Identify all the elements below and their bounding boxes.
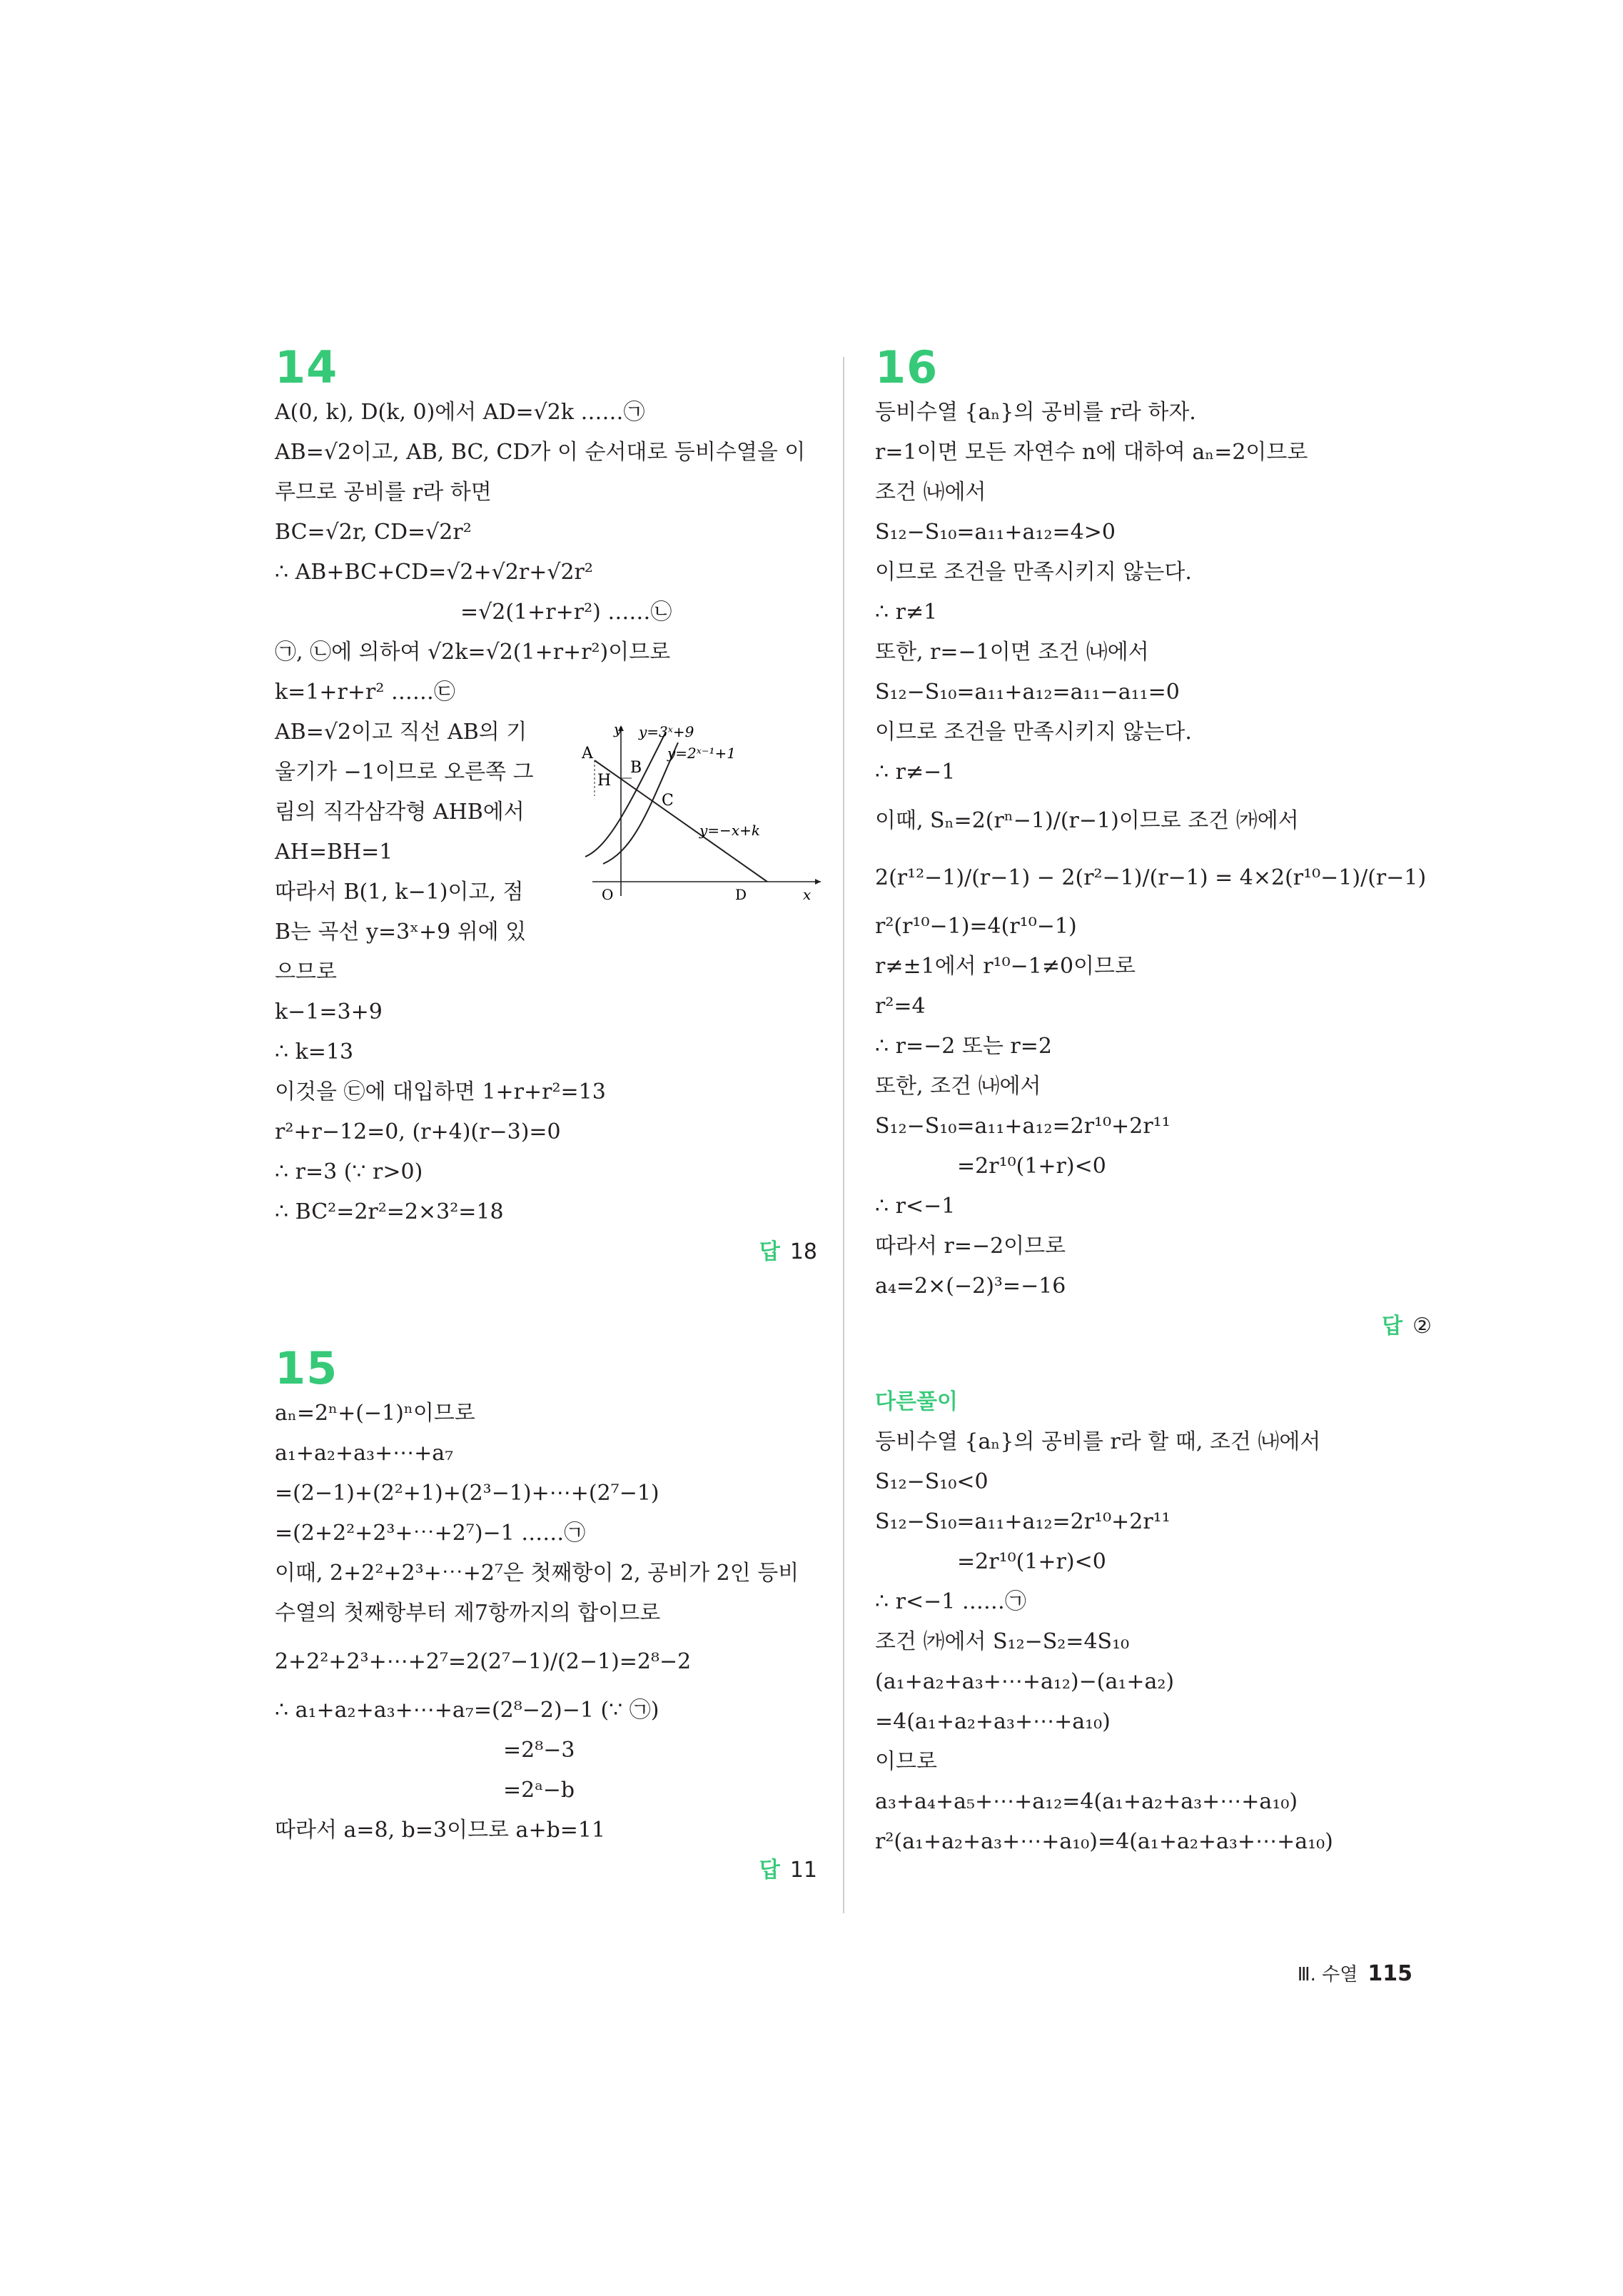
solution-line: B는 곡선 y=3ˣ+9 위에 있	[275, 920, 527, 945]
solution-line: 따라서 B(1, k−1)이고, 점	[275, 880, 524, 905]
graph-svg	[582, 721, 824, 907]
problem-15-number: 15	[275, 1342, 338, 1394]
answer-value: ②	[1412, 1314, 1432, 1339]
answer-14	[275, 1232, 817, 1272]
alt-solution-line: S₁₂−S₁₀=a₁₁+a₁₂=2r¹⁰+2r¹¹	[875, 1509, 1171, 1534]
solution-line: ∴ BC²=2r²=2×3²=18	[275, 1199, 504, 1224]
graph-label-O: O	[602, 886, 614, 903]
answer-value: 18	[789, 1239, 817, 1264]
solution-line: =2ᵃ−b	[503, 1778, 575, 1803]
page-number: 115	[1367, 1961, 1412, 1986]
x-axis-arrow	[815, 879, 821, 885]
solution-line: =√2(1+r+r²) ……㉡	[460, 600, 672, 625]
solution-line: 2(r¹²−1)/(r−1) − 2(r²−1)/(r−1) = 4×2(r¹⁰−1)/(r−1)	[875, 865, 1427, 890]
solution-line: A(0, k), D(k, 0)에서 AD=√2k ……㉠	[275, 400, 645, 425]
solution-line: ∴ AB+BC+CD=√2+√2r+√2r²	[275, 560, 593, 585]
alt-solution-line: =4(a₁+a₂+a₃+⋯+a₁₀)	[875, 1709, 1111, 1734]
solution-line: ∴ r≠1	[875, 600, 938, 625]
solution-line: ㉠, ㉡에 의하여 √2k=√2(1+r+r²)이므로	[275, 640, 671, 665]
solution-line: a₁+a₂+a₃+⋯+a₇	[275, 1441, 454, 1466]
solution-line: ∴ r<−1	[875, 1194, 956, 1219]
answer-16	[875, 1306, 1432, 1346]
chapter-label: Ⅲ. 수열	[1297, 1964, 1358, 1985]
solution-line: AH=BH=1	[275, 840, 393, 865]
solution-line: 따라서 a=8, b=3이므로 a+b=11	[275, 1818, 606, 1843]
solution-line: 루므로 공비를 r라 하면	[275, 480, 492, 505]
solution-line: 으므로	[275, 960, 337, 985]
curve-exp-3	[585, 732, 666, 857]
graph-label-curve2: y=2ˣ⁻¹+1	[667, 745, 736, 762]
solution-line: 이때, 2+2²+2³+⋯+2⁷은 첫째항이 2, 공비가 2인 등비	[275, 1561, 799, 1586]
solution-line: r²+r−12=0, (r+4)(r−3)=0	[275, 1119, 561, 1144]
solution-line: ∴ r=−2 또는 r=2	[875, 1034, 1052, 1059]
solution-line: a₄=2×(−2)³=−16	[875, 1274, 1066, 1299]
solution-line: 이때, Sₙ=2(rⁿ−1)/(r−1)이므로 조건 ㈎에서	[875, 808, 1299, 833]
solution-line: S₁₂−S₁₀=a₁₁+a₁₂=4>0	[875, 520, 1116, 545]
alt-solution-line: ∴ r<−1 ……㉠	[875, 1589, 1026, 1614]
solution-line: 림의 직각삼각형 AHB에서	[275, 800, 525, 825]
answer-label: 답	[759, 1239, 780, 1264]
answer-value: 11	[789, 1858, 817, 1883]
solution-line: 또한, r=−1이면 조건 ㈏에서	[875, 640, 1149, 665]
solution-line: k−1=3+9	[275, 1000, 383, 1024]
alt-solution-line: 이므로	[875, 1749, 937, 1774]
problem-14-number: 14	[275, 341, 338, 393]
solution-line: 이므로 조건을 만족시키지 않는다.	[875, 720, 1192, 745]
graph-label-x: x	[803, 886, 812, 903]
graph-label-y: y	[614, 721, 622, 737]
solution-line: r²(r¹⁰−1)=4(r¹⁰−1)	[875, 914, 1077, 939]
graph-label-H: H	[597, 772, 612, 790]
graph-label-D: D	[735, 886, 747, 903]
page-footer	[1298, 1962, 1412, 1987]
solution-line: 2+2²+2³+⋯+2⁷=2(2⁷−1)/(2−1)=2⁸−2	[275, 1649, 692, 1674]
solution-line: r²=4	[875, 994, 926, 1019]
solution-line: k=1+r+r² ……㉢	[275, 680, 455, 705]
alt-solution-line: =2r¹⁰(1+r)<0	[957, 1549, 1106, 1574]
solution-line: 따라서 r=−2이므로	[875, 1234, 1066, 1259]
graph-label-A: A	[582, 745, 593, 762]
left-column	[275, 343, 817, 1890]
solution-line: 울기가 −1이므로 오른쪽 그	[275, 760, 534, 785]
solution-line: 수열의 첫째항부터 제7항까지의 합이므로	[275, 1601, 661, 1626]
solution-line: ∴ r≠−1	[875, 760, 956, 785]
alt-solution-title: 다른풀이	[875, 1389, 958, 1414]
solution-line: r=1이면 모든 자연수 n에 대하여 aₙ=2이므로	[875, 440, 1308, 465]
solution-line: =2⁸−3	[503, 1738, 575, 1763]
solution-line: BC=√2r, CD=√2r²	[275, 520, 472, 545]
solution-line: 또한, 조건 ㈏에서	[875, 1074, 1041, 1099]
column-divider	[843, 357, 844, 1913]
graph-label-line: y=−x+k	[699, 822, 760, 839]
solution-line: ∴ r=3 (∵ r>0)	[275, 1159, 423, 1184]
graph-label-B: B	[630, 759, 642, 777]
solution-line: 이므로 조건을 만족시키지 않는다.	[875, 560, 1192, 585]
answer-label: 답	[759, 1858, 780, 1883]
alt-solution-line: (a₁+a₂+a₃+⋯+a₁₂)−(a₁+a₂)	[875, 1669, 1175, 1694]
right-column	[875, 343, 1432, 1862]
solution-line: AB=√2이고 직선 AB의 기	[275, 720, 527, 745]
answer-15	[275, 1851, 817, 1890]
solution-line: =2r¹⁰(1+r)<0	[957, 1154, 1106, 1179]
solution-line: S₁₂−S₁₀=a₁₁+a₁₂=a₁₁−a₁₁=0	[875, 680, 1180, 705]
graph-label-C: C	[662, 792, 674, 810]
alt-solution-line: 등비수열 {aₙ}의 공비를 r라 할 때, 조건 ㈏에서	[875, 1429, 1321, 1454]
solution-line: =(2+2²+2³+⋯+2⁷)−1 ……㉠	[275, 1521, 586, 1546]
graph-label-curve1: y=3ˣ+9	[639, 723, 694, 740]
alt-solution-line: S₁₂−S₁₀<0	[875, 1469, 989, 1494]
alt-solution-line: 조건 ㈎에서 S₁₂−S₂=4S₁₀	[875, 1629, 1130, 1654]
graph-figure	[582, 721, 824, 907]
solution-line: ∴ a₁+a₂+a₃+⋯+a₇=(2⁸−2)−1 (∵ ㉠)	[275, 1698, 659, 1723]
answer-label: 답	[1382, 1314, 1403, 1339]
solution-line: =(2−1)+(2²+1)+(2³−1)+⋯+(2⁷−1)	[275, 1481, 659, 1506]
solution-line: aₙ=2ⁿ+(−1)ⁿ이므로	[275, 1401, 475, 1426]
solution-line: r≠±1에서 r¹⁰−1≠0이므로	[875, 954, 1136, 979]
alt-solution-line: a₃+a₄+a₅+⋯+a₁₂=4(a₁+a₂+a₃+⋯+a₁₀)	[875, 1789, 1298, 1814]
solution-line: AB=√2이고, AB, BC, CD가 이 순서대로 등비수열을 이	[275, 440, 806, 465]
solution-line: ∴ k=13	[275, 1039, 354, 1064]
alt-solution-line: r²(a₁+a₂+a₃+⋯+a₁₀)=4(a₁+a₂+a₃+⋯+a₁₀)	[875, 1829, 1333, 1854]
solution-line: 이것을 ㉢에 대입하면 1+r+r²=13	[275, 1079, 606, 1104]
solution-line: 등비수열 {aₙ}의 공비를 r라 하자.	[875, 400, 1196, 425]
solution-line: S₁₂−S₁₀=a₁₁+a₁₂=2r¹⁰+2r¹¹	[875, 1114, 1171, 1139]
solution-line: 조건 ㈏에서	[875, 480, 986, 505]
problem-16-number: 16	[875, 341, 939, 393]
